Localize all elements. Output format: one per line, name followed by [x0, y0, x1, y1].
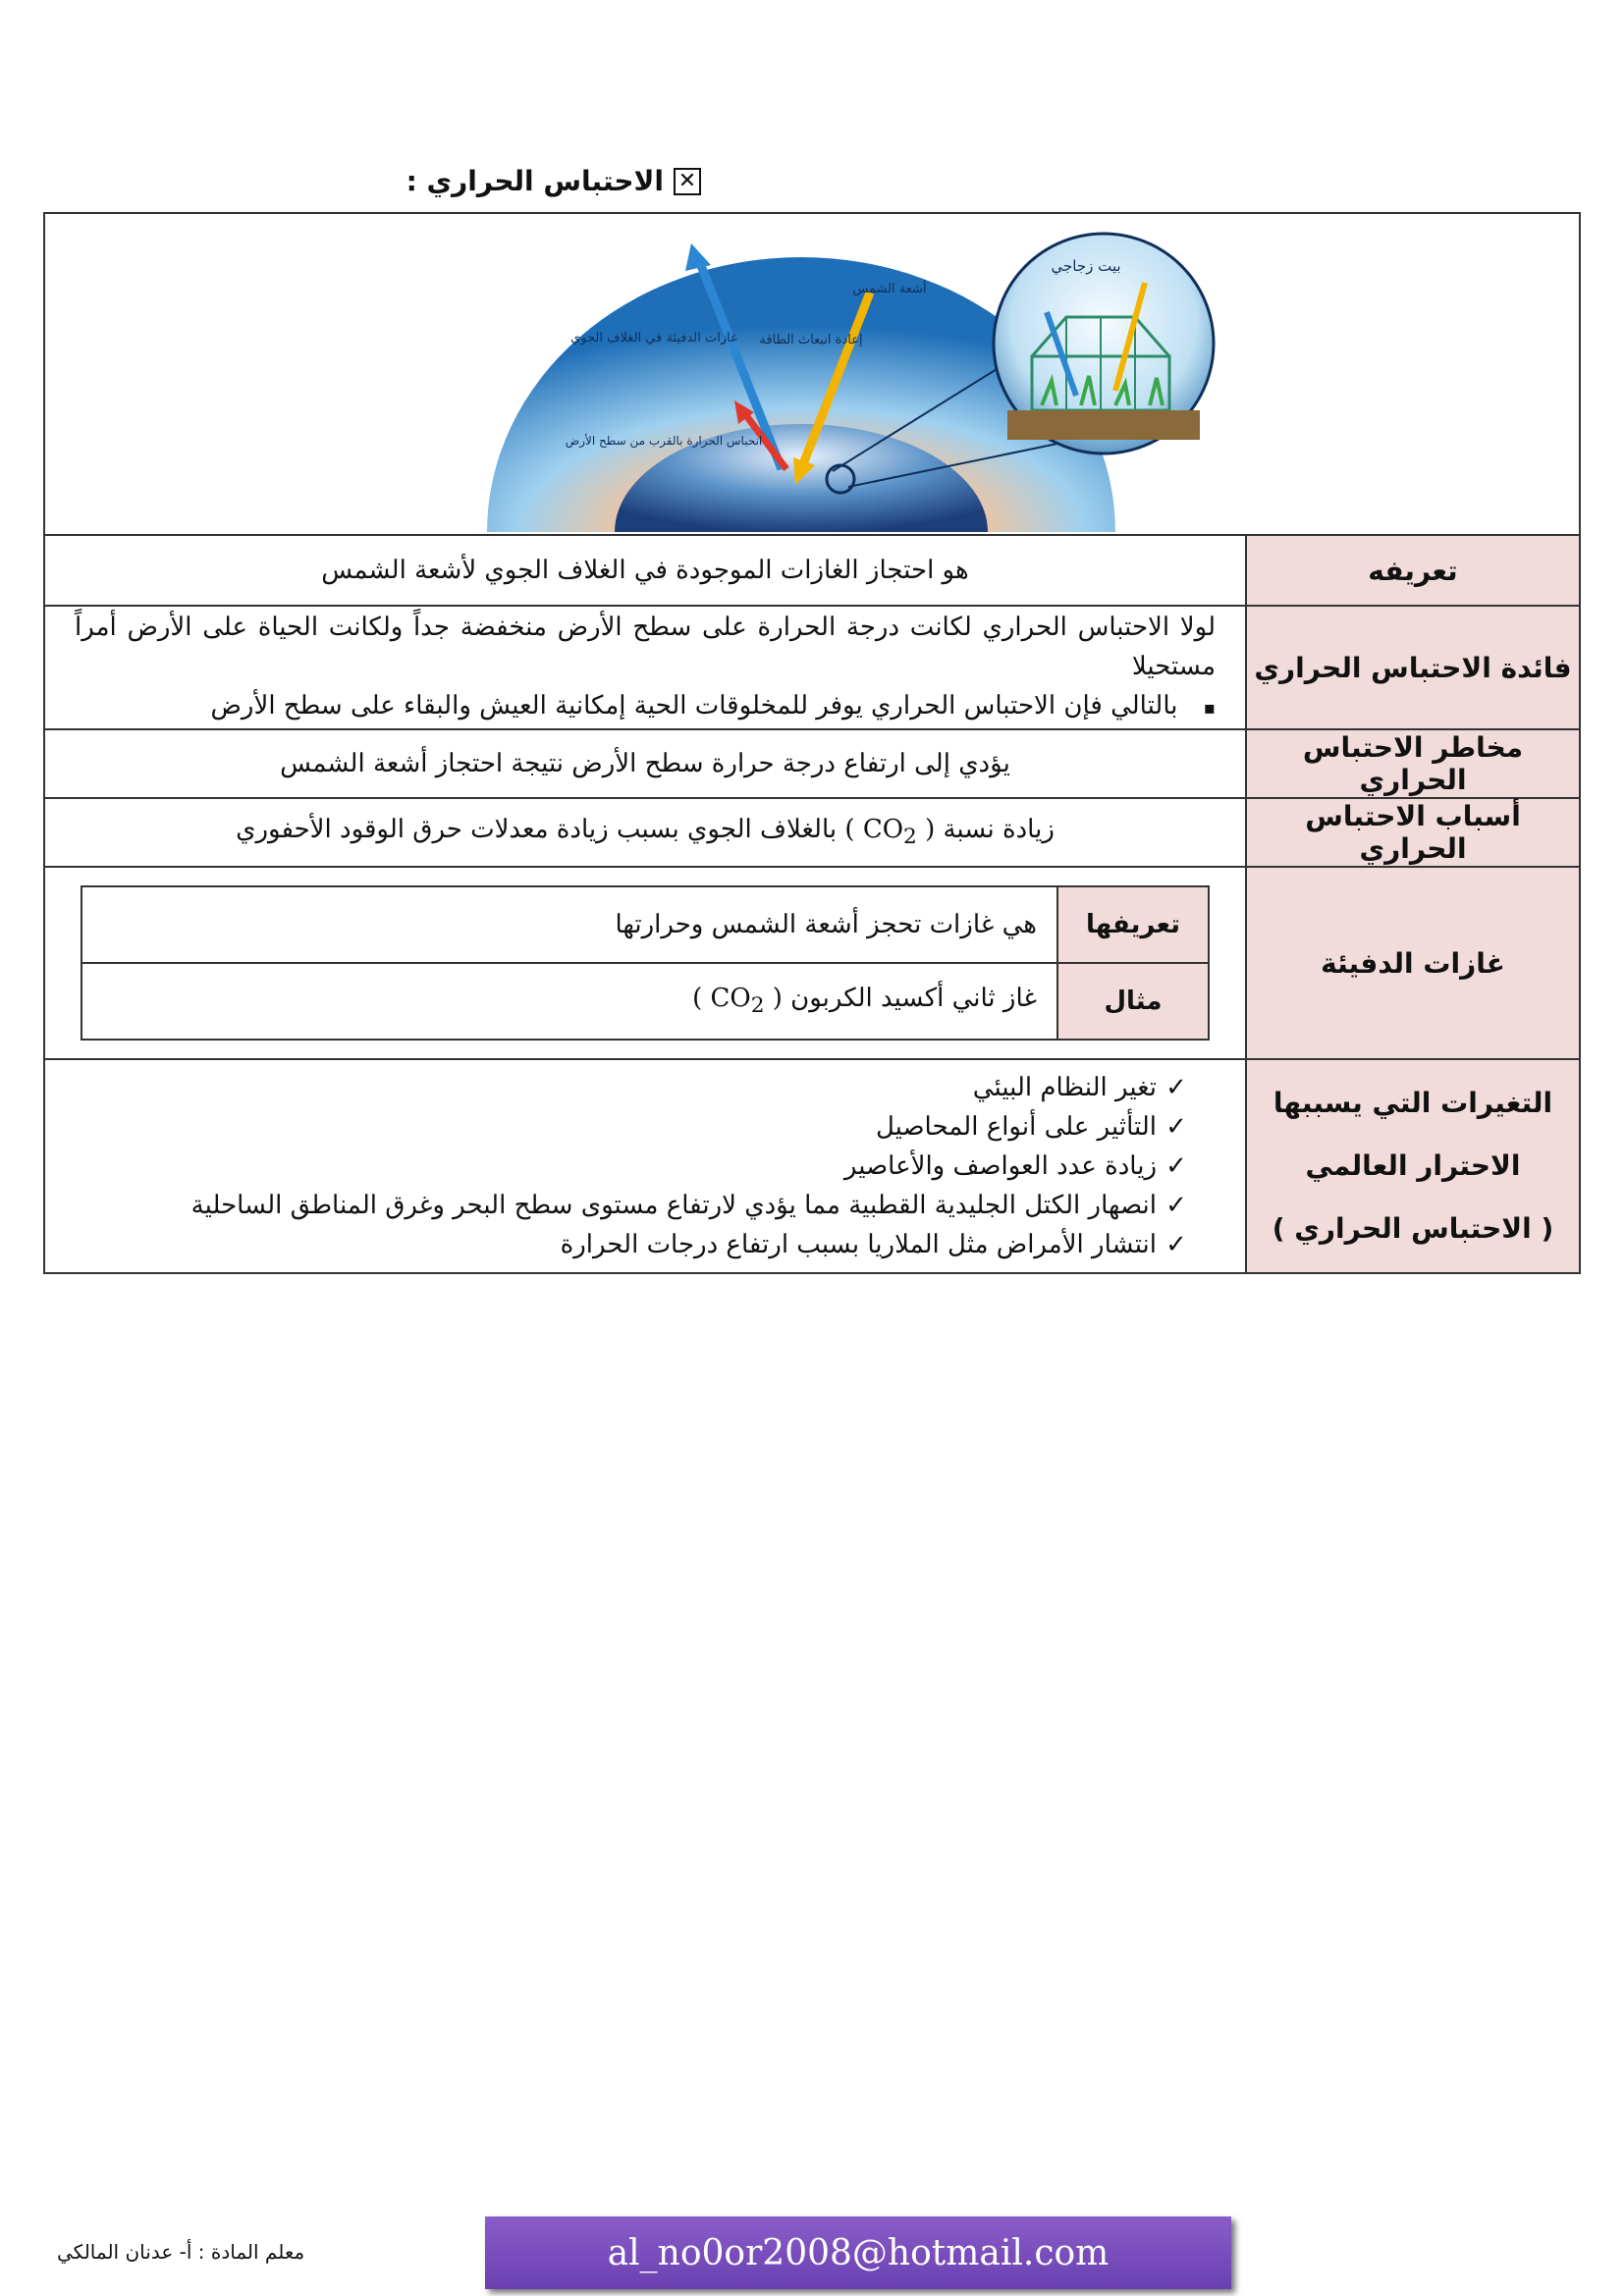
label-sun-rays: أشعة الشمس	[852, 282, 927, 296]
checkbox-x-icon: ✕	[674, 168, 701, 195]
list-item: ✓انتشار الأمراض مثل الملاريا بسبب ارتفاع درجات الحرارة	[75, 1225, 1196, 1264]
checkmark-icon: ✓	[1165, 1191, 1187, 1220]
dangers-label: مخاطر الاحتباس الحراري	[1246, 729, 1580, 798]
changes-content	[44, 1059, 1246, 1273]
email-address: al_no0or2008@hotmail.com	[607, 2232, 1110, 2273]
benefit-content	[44, 606, 1246, 729]
causes-text-a: زيادة نسبة (	[925, 815, 1055, 845]
causes-label: أسباب الاحتباس الحراري	[1246, 798, 1580, 867]
figure-cell	[44, 213, 1580, 535]
gases-example-label: مثال	[1057, 963, 1209, 1040]
co2-formula: $CO_2$	[862, 815, 917, 850]
list-item: ✓تغير النظام البيئي	[75, 1068, 1196, 1107]
list-item: ✓التأثير على أنواع المحاصيل	[75, 1107, 1196, 1147]
definition-text: هو احتجاز الغازات الموجودة في الغلاف الجوي لأشعة الشمس	[44, 535, 1246, 606]
section-heading	[406, 165, 701, 197]
changes-list	[75, 1068, 1216, 1264]
gases-inner-table	[81, 885, 1210, 1041]
label-warming-gases: غازات الدفيئة في الغلاف الجوي	[570, 331, 737, 346]
changes-label: التغيرات التي يسببها الاحترار العالمي ( الاحتباس الحراري )	[1246, 1059, 1580, 1273]
causes-content	[44, 798, 1246, 867]
list-item: ✓انصهار الكتل الجليدية القطبية مما يؤدي لارتفاع مستوى سطح البحر وغرق المناطق الساحلية	[75, 1186, 1196, 1225]
checkmark-icon: ✓	[1165, 1112, 1187, 1142]
gases-label: غازات الدفيئة	[1246, 867, 1580, 1059]
co2-formula: $CO_2$	[710, 984, 765, 1019]
label-heat-trap: انحباس الحرارة بالقرب من سطح الأرض	[565, 434, 763, 448]
checkmark-icon: ✓	[1165, 1230, 1187, 1259]
benefit-line-2-row	[75, 686, 1216, 728]
benefit-line-2: بالتالي فإن الاحتباس الحراري يوفر للمخلوقات الحية إمكانية العيش والبقاء على سطح الأرض	[210, 690, 1178, 721]
greenhouse-table	[43, 212, 1581, 1274]
gases-def-label: تعريفها	[1057, 886, 1209, 963]
checkmark-icon: ✓	[1165, 1151, 1187, 1181]
checkmark-icon: ✓	[1165, 1073, 1187, 1102]
dangers-text: يؤدي إلى ارتفاع درجة حرارة سطح الأرض نتيجة احتجاز أشعة الشمس	[44, 729, 1246, 798]
benefit-label: فائدة الاحتباس الحراري	[1246, 606, 1580, 729]
causes-text-b: ) بالغلاف الجوي بسبب زيادة معدلات حرق الوقود الأحفوري	[236, 815, 855, 845]
section-title: الاحتباس الحراري :	[406, 165, 664, 197]
gases-content	[44, 867, 1246, 1059]
email-banner	[485, 2216, 1231, 2289]
teacher-name: معلم المادة : أ- عدنان المالكي	[57, 2240, 305, 2264]
greenhouse-diagram	[438, 224, 1243, 532]
definition-label: تعريفه	[1246, 535, 1580, 606]
list-item: ✓زيادة عدد العواصف والأعاصير	[75, 1147, 1196, 1186]
gases-example-content: غاز ثاني أكسيد الكربون ( $CO_2$ )	[81, 963, 1057, 1040]
gases-def-text: هي غازات تحجز أشعة الشمس وحرارتها	[81, 886, 1057, 963]
bullet-icon: ▪	[1203, 697, 1216, 719]
benefit-line-1: لولا الاحتباس الحراري لكانت درجة الحرارة على سطح الأرض منخفضة جداً ولكانت الحياة على الأرض أمراً مستحيلا	[75, 612, 1216, 681]
label-greenhouse: بيت زجاجي	[1051, 257, 1121, 275]
label-reemission: إعادة انبعاث الطاقة	[759, 333, 863, 347]
